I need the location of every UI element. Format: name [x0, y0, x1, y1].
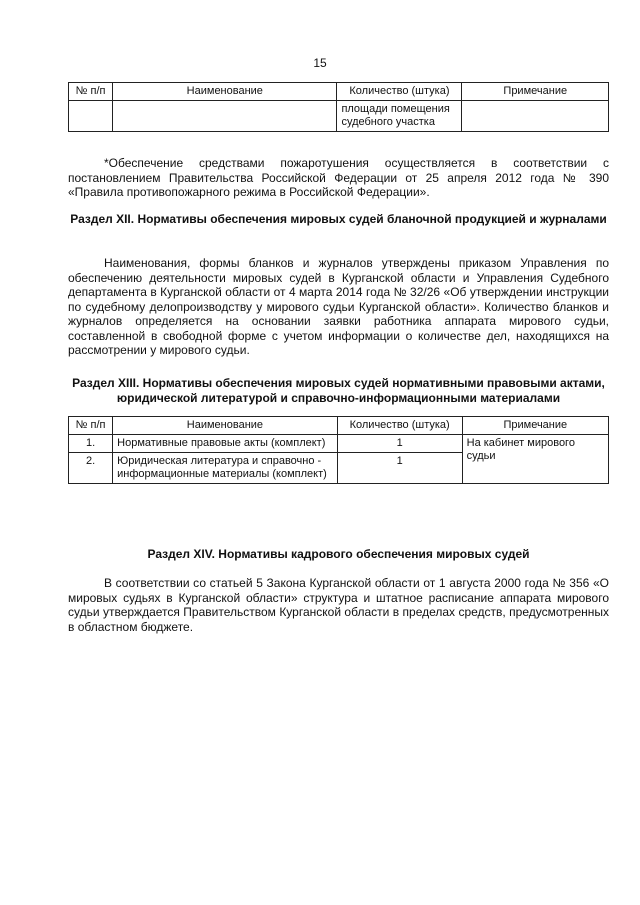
legal-acts-table — [68, 416, 609, 484]
header-number: № п/п — [69, 83, 113, 101]
section-12-text: Наименования, формы бланков и журналов утверждены приказом Управления по обеспечению деятельности мировых судей в Курганской области и Управления Судебного департамента в Курганской области от 4 марта 2014 года № 32/26 «Об утверждении инструкции по судебному делопроизводству у мирового судьи Курганской области». Количество бланков и журналов определяется на основании заявки работника аппарата мирового судьи, составленной в свободной форме с учетом информации о количестве дел, находящихся на рассмотрении у мирового судьи. — [68, 256, 609, 357]
fire-safety-table-continuation — [68, 82, 609, 132]
header-quantity: Количество (штука) — [337, 83, 462, 101]
cell-name: Юридическая литература и справочно - информационные материалы (комплект) — [113, 453, 338, 484]
header-note: Примечание — [462, 83, 609, 101]
section-12-title: Раздел XII. Нормативы обеспечения мировых судей бланочной продукцией и журналами — [70, 212, 607, 226]
section-14-text: В соответствии со статьей 5 Закона Курганской области от 1 августа 2000 года № 356 «О мировых судьях в Курганской области» структура и штатное расписание аппарата мирового судьи утверждается Правительством Курганской области в пределах средств, предусмотренных в областном бюджете. — [68, 576, 609, 634]
table-header-row — [69, 417, 609, 435]
table-row — [69, 101, 609, 132]
cell-name: Нормативные правовые акты (комплект) — [113, 435, 338, 453]
table-row — [69, 435, 609, 453]
cell-note — [462, 101, 609, 132]
cell-name — [113, 101, 337, 132]
cell-note: На кабинет мирового судьи — [462, 435, 608, 484]
header-name: Наименование — [113, 417, 338, 435]
cell-quantity: площади помещения судебного участка — [337, 101, 462, 132]
header-name: Наименование — [113, 83, 337, 101]
table-header-row — [69, 83, 609, 101]
header-quantity: Количество (штука) — [337, 417, 462, 435]
header-number: № п/п — [69, 417, 113, 435]
fire-safety-footnote: *Обеспечение средствами пожаротушения осуществляется в соответствии с постановлением Правительства Российской Федерации от 25 апреля 2012 года № 390 «Правила противопожарного режима в Российской Федерации». — [68, 156, 609, 199]
section-14-title: Раздел XIV. Нормативы кадрового обеспечения мировых судей — [147, 547, 530, 561]
section-13-title: Раздел XIII. Нормативы обеспечения мировых судей нормативными правовыми актами, юридической литературой и справочно-информационными материалами — [72, 376, 605, 405]
cell-number — [69, 101, 113, 132]
cell-number: 1. — [69, 435, 113, 453]
cell-quantity: 1 — [337, 453, 462, 484]
cell-quantity: 1 — [337, 435, 462, 453]
cell-number: 2. — [69, 453, 113, 484]
page-number: 15 — [313, 56, 327, 70]
header-note: Примечание — [462, 417, 608, 435]
